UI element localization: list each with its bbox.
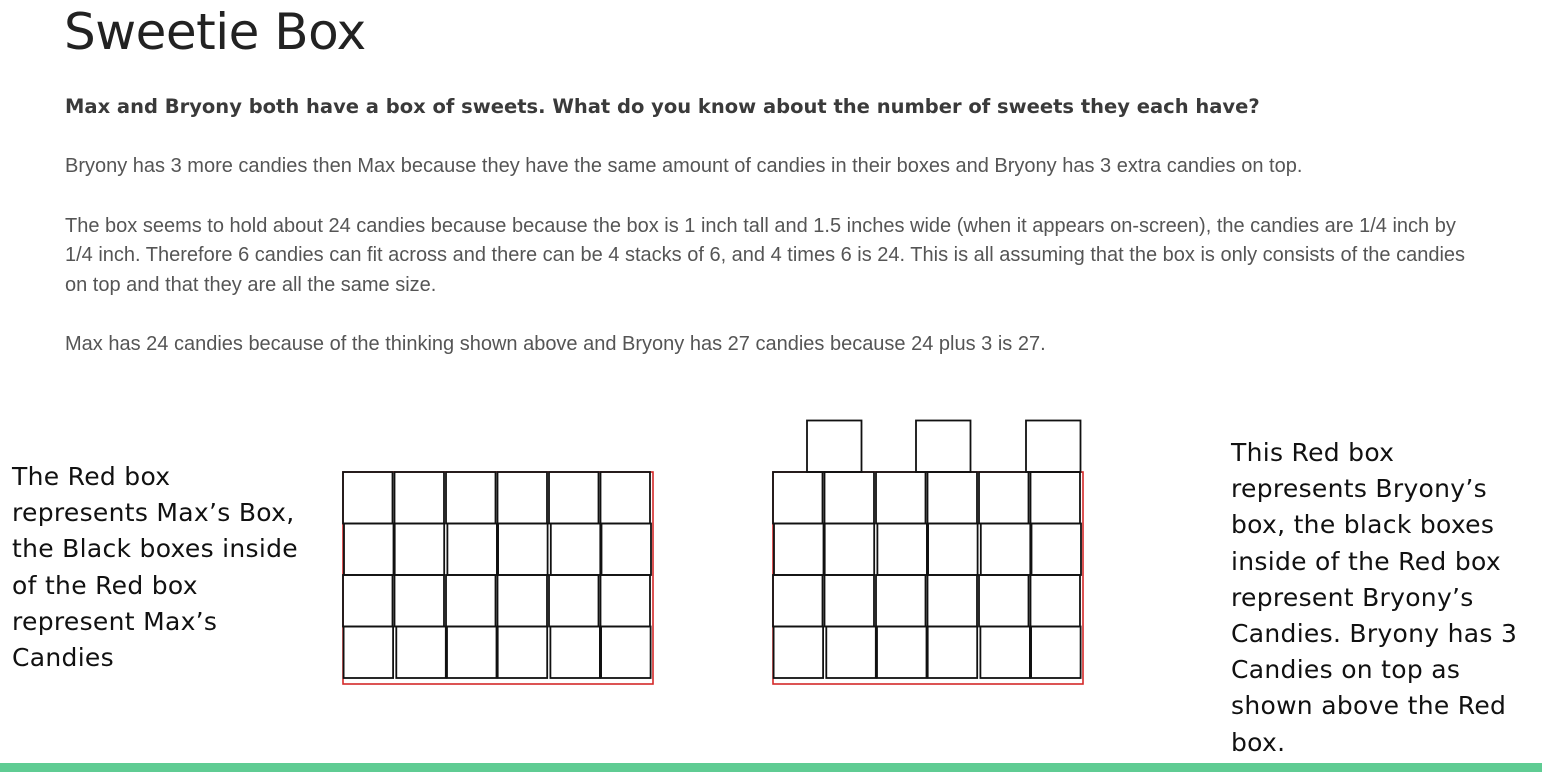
bryony-box-caption: This Red box represents Bryony’s box, the black boxes inside of the Red box represent Bryony’s Candies. Bryony has 3 Candies on top as shown above the Red box. [1231,438,1518,757]
candy [601,472,651,524]
candy [344,524,394,576]
candy [877,627,927,679]
candy [1031,472,1081,524]
answer-paragraph: Max has 24 candies because of the thinking shown above and Bryony has 27 candies because 24 plus 3 is 27. [65,333,1046,355]
bryony-box-illustration [773,421,1083,685]
candy [395,575,445,627]
candy [773,575,823,627]
candy [395,472,445,524]
candy [980,627,1030,679]
candy [601,627,651,679]
candy [825,472,875,524]
candy-on-top [1026,421,1081,473]
candy [774,627,824,679]
candy [825,524,875,576]
candy [447,524,497,576]
footer-accent-bar [0,763,1542,772]
max-box-illustration [343,472,653,684]
answer-paragraph: Bryony has 3 more candies then Max because they have the same amount of candies in their boxes and Bryony has 3 extra candies on top. [65,155,1303,177]
candy [601,575,651,627]
max-box-caption: The Red box represents Max’s Box, the Black boxes inside of the Red box represent Max’s Candies [12,462,298,673]
candy [498,524,547,576]
candy [876,575,926,627]
candy [928,575,978,627]
candy [1031,627,1081,679]
candy-on-top [916,421,971,473]
candy [446,575,496,627]
candy [343,472,393,524]
answer-paragraph: The box seems to hold about 24 candies because because the box is 1 inch tall and 1.5 inches wide (when it appears on-screen), the candies are 1/4 inch by 1/4 inch. Therefore 6 candies can fit across and there can be 4 stacks of 6, and 4 times 6 is 24. This is all assuming that the box is only consists of the candies on top and that they are all the same size. [65,214,1466,296]
candy [602,524,652,576]
candy [928,472,978,524]
candy [1031,575,1081,627]
candy [876,472,926,524]
candy [825,575,875,627]
candy [343,575,393,627]
candy [979,575,1029,627]
question-prompt: Max and Bryony both have a box of sweets. What do you know about the number of sweets they each have? [65,95,1260,118]
candy-on-top [807,421,862,473]
candy [928,627,978,679]
candy [396,627,446,679]
candy [877,524,927,576]
candy [928,524,978,576]
candy [981,524,1031,576]
page-title: Sweetie Box [64,3,366,61]
candy [344,627,394,679]
candy [446,472,496,524]
candy [979,472,1029,524]
candy [447,627,497,679]
candy [395,524,445,576]
candy [498,472,548,524]
candy [498,575,548,627]
candy [549,575,599,627]
candy [773,472,823,524]
candy [550,627,600,679]
candy [551,524,601,576]
candy [1032,524,1082,576]
candy [549,472,599,524]
candy [774,524,824,576]
candy [826,627,876,679]
candy [498,627,548,679]
